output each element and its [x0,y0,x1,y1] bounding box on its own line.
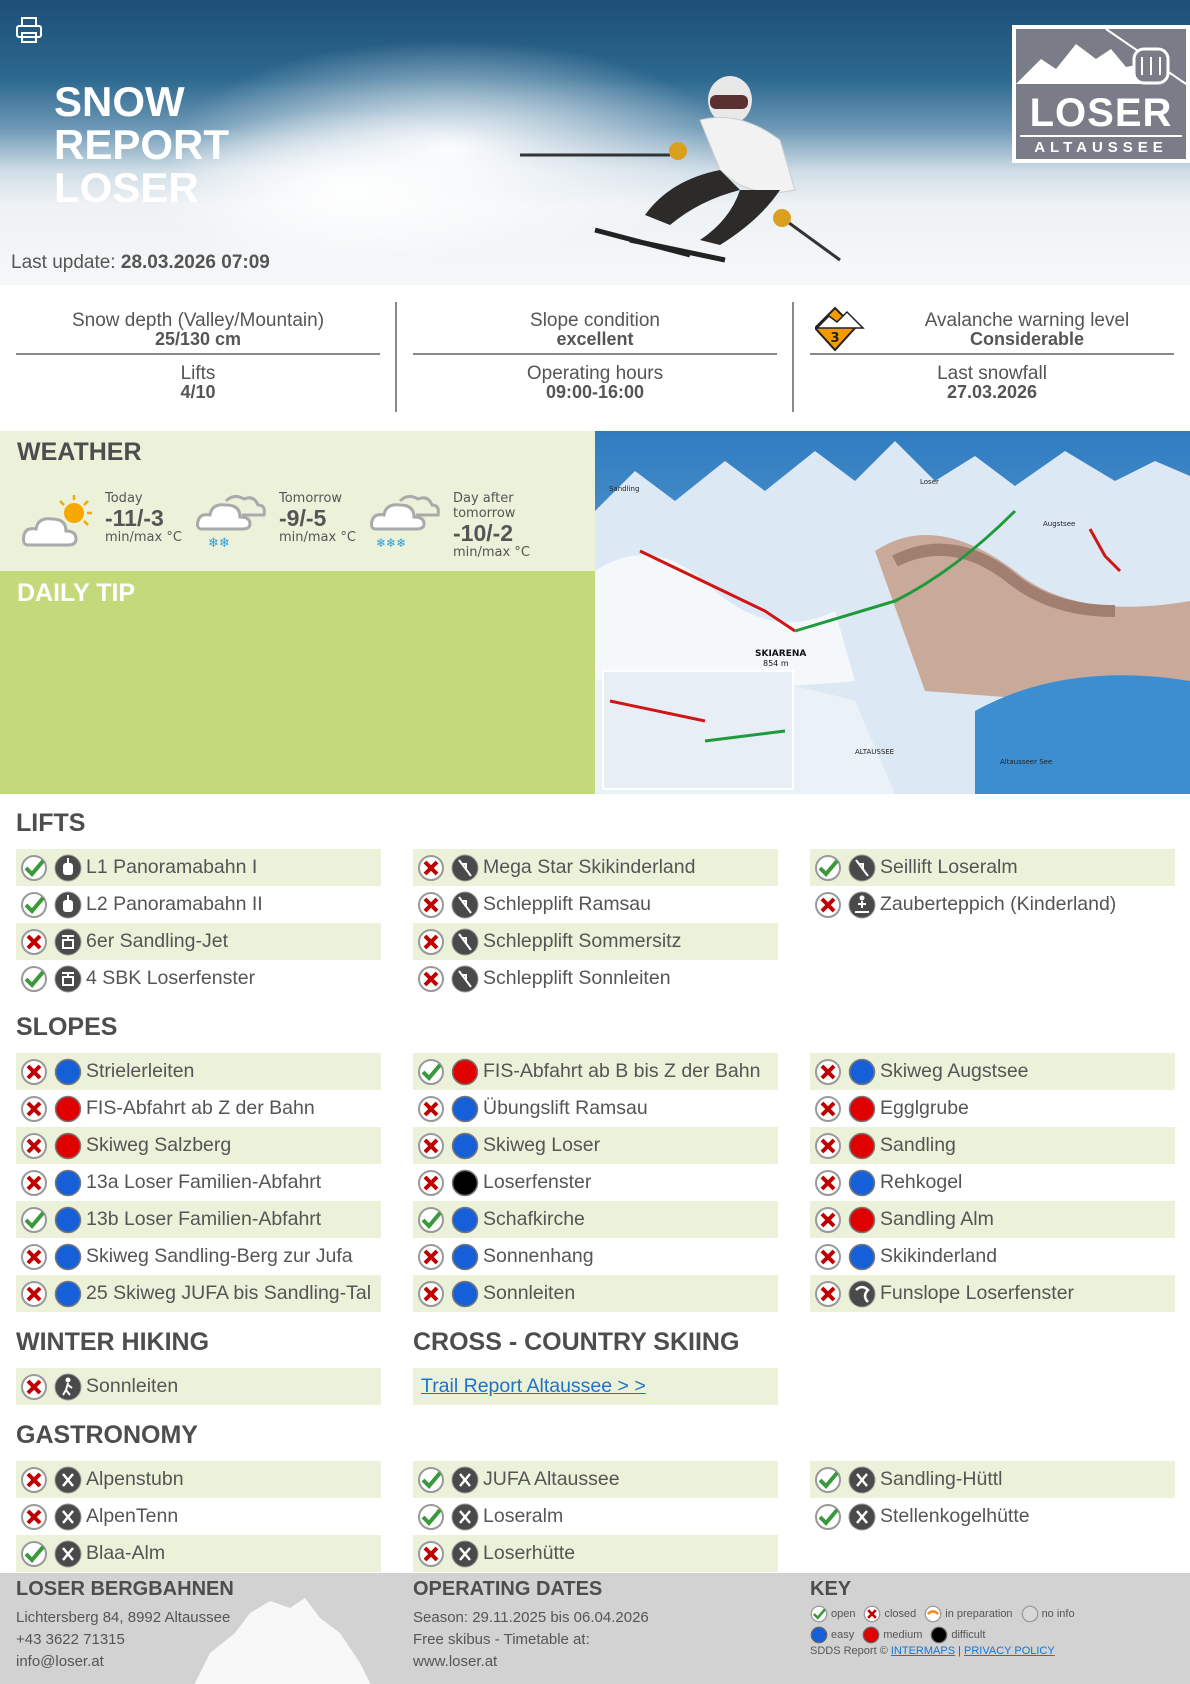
weather-today [22,491,197,551]
snow-cloud-icon [196,491,276,551]
weather-day-label: Today [105,491,143,506]
item-name: Mega Star Skikinderland [483,856,696,878]
medium-slope-icon [848,1206,876,1234]
closed-icon [20,1058,48,1086]
list-item [810,849,1175,886]
medium-slope-icon [848,1132,876,1160]
closed-icon [417,1095,445,1123]
closed-icon [20,1466,48,1494]
svg-text:Sandling: Sandling [609,485,640,493]
open-icon [814,854,842,882]
last-update-value: 28.03.2026 07:09 [120,252,270,273]
panorama-map-image [595,431,1190,794]
hiking-icon [54,1373,82,1401]
item-name: Stellenkogelhütte [880,1505,1030,1527]
list-item [16,923,381,960]
list-item [16,849,381,886]
easy-slope-icon [451,1132,479,1160]
snow-depth: Snow depth (Valley/Mountain) 25/130 cm [16,302,380,355]
item-name: Skikinderland [880,1245,998,1267]
skibus-info: Free skibus - Timetable at: [413,1631,590,1648]
item-name: L2 Panoramabahn II [86,893,263,915]
fork-knife-icon [54,1466,82,1494]
list-item [413,1498,778,1535]
closed-icon [20,1243,48,1271]
closed-icon [417,891,445,919]
list-item [413,1164,778,1201]
item-name: Strielerleiten [86,1060,195,1082]
list-item [16,1461,381,1498]
gondola-icon [54,891,82,919]
slopes-title: SLOPES [16,1013,118,1041]
footer [0,1573,1190,1684]
logo-text: LOSER [1029,91,1173,135]
weather-temp: -10/-2 [453,520,514,546]
closed-icon [20,1373,48,1401]
stats-column-slope [413,302,777,412]
item-name: Skiweg Sandling-Berg zur Jufa [86,1245,353,1267]
open-icon [417,1466,445,1494]
open-icon [20,1540,48,1568]
closed-icon [814,1243,842,1271]
item-name: 25 Skiweg JUFA bis Sandling-Tal [86,1282,372,1304]
list-item [16,1238,381,1275]
fork-knife-icon [54,1503,82,1531]
easy-slope-icon [54,1206,82,1234]
item-name: Sonnleiten [86,1375,179,1397]
daily-tip-title: DAILY TIP [17,579,136,607]
page-title: SNOW REPORT LOSER [54,78,230,211]
open-icon [20,965,48,993]
item-name: Sonnenhang [483,1245,594,1267]
draglift-icon [451,965,479,993]
chairlift-icon [54,928,82,956]
list-item [413,923,778,960]
item-name: Funslope Loserfenster [880,1282,1075,1304]
cross-country-title: CROSS - COUNTRY SKIING [413,1328,740,1356]
gastronomy-column-1 [16,1461,381,1572]
closed-icon [814,1058,842,1086]
medium-slope-icon [848,1095,876,1123]
list-item [810,1238,1175,1275]
open-icon [417,1206,445,1234]
list-item [413,1090,778,1127]
divider [792,302,794,412]
season-dates: Season: 29.11.2025 bis 06.04.2026 [413,1609,649,1626]
list-item [16,1498,381,1535]
draglift-icon [451,891,479,919]
list-item [413,960,778,997]
last-snowfall: Last snowfall 27.03.2026 [937,363,1047,402]
closed-icon [814,1206,842,1234]
open-icon [417,1058,445,1086]
svg-text:❄❄❄: ❄❄❄ [376,536,407,550]
item-name: Skiweg Salzberg [86,1134,232,1156]
closed-icon [417,1169,445,1197]
list-item [413,849,778,886]
item-name: JUFA Altaussee [483,1468,620,1490]
easy-slope-icon [848,1058,876,1086]
open-icon [20,1206,48,1234]
item-name: FIS-Abfahrt ab Z der Bahn [86,1097,315,1119]
winter-hiking-list [16,1368,381,1405]
list-item [16,1127,381,1164]
mountain-gondola-icon [1016,29,1186,89]
hero-banner [0,0,1190,285]
list-item [16,1164,381,1201]
list-item [16,960,381,997]
print-icon[interactable] [14,15,44,45]
avalanche-warning: Avalanche warning level Considerable [810,302,1174,355]
weather-unit: min/max °C [105,530,182,545]
closed-icon [417,965,445,993]
item-name: Schlepplift Sonnleiten [483,967,671,989]
logo-subtext: ALTAUSSEE [1020,135,1182,157]
weather-day-label: Day after tomorrow [453,491,516,521]
chairlift-icon [54,965,82,993]
easy-slope-icon [54,1169,82,1197]
item-name: Skiweg Loser [483,1134,601,1156]
item-name: 4 SBK Loserfenster [86,967,256,989]
closed-icon [417,854,445,882]
item-name: Sandling [880,1134,956,1156]
operating-dates-title: OPERATING DATES [413,1578,603,1600]
list-item [810,1164,1175,1201]
list-item [16,1090,381,1127]
lifts-column-3 [810,849,1175,923]
footer-operating-dates [413,1578,793,1673]
difficult-icon [930,1626,948,1644]
easy-icon [810,1626,828,1644]
easy-slope-icon [451,1206,479,1234]
list-item [16,1535,381,1572]
company-address: Lichtersberg 84, 8992 Altaussee [16,1609,231,1626]
list-item [810,1053,1175,1090]
cross-country-list [413,1368,778,1405]
heavy-snow-cloud-icon [370,491,450,551]
draglift-icon [451,854,479,882]
item-name: Schlepplift Ramsau [483,893,651,915]
sdds-credits: SDDS Report © INTERMAPS | PRIVACY POLICY [810,1645,1055,1657]
key-title: KEY [810,1578,852,1600]
closed-icon [20,1503,48,1531]
item-name: 6er Sandling-Jet [86,930,229,952]
open-icon [814,1503,842,1531]
item-name: Loserhütte [483,1542,576,1564]
list-item [810,1461,1175,1498]
closed-icon [814,1280,842,1308]
item-name: Rehkogel [880,1171,963,1193]
easy-slope-icon [451,1280,479,1308]
list-item [413,1201,778,1238]
svg-text:SKIARENA: SKIARENA [755,649,807,659]
footer-company [16,1578,396,1673]
stats-column-snow [16,302,380,412]
conditions-summary [0,285,1190,431]
svg-text:❄❄: ❄❄ [208,536,230,551]
item-name: Alpenstubn [86,1468,184,1490]
ski-area-map[interactable] [595,431,1190,794]
item-name: FIS-Abfahrt ab B bis Z der Bahn [483,1060,761,1082]
item-name: Loserfenster [483,1171,592,1193]
funslope-icon [848,1280,876,1308]
item-name: Übungslift Ramsau [483,1097,648,1119]
in-preparation-icon [924,1605,942,1623]
closed-icon [20,1280,48,1308]
weather-title: WEATHER [17,438,142,466]
item-name: Sandling-Hüttl [880,1468,1003,1490]
loser-logo[interactable] [1012,25,1190,163]
skier-photo [150,40,850,280]
item-name: Skiweg Augstsee [880,1060,1029,1082]
list-item [413,1238,778,1275]
easy-slope-icon [54,1280,82,1308]
closed-icon [20,1169,48,1197]
list-item [413,1127,778,1164]
key-difficulty-row: easy medium difficult [810,1624,1190,1645]
list-item [16,886,381,923]
gastronomy-column-2 [413,1461,778,1572]
difficult-slope-icon [451,1169,479,1197]
last-update-label: Last update: [11,252,116,273]
weather-tomorrow [196,491,371,551]
closed-icon [814,1169,842,1197]
last-update [11,252,270,274]
lifts-column-2 [413,849,778,997]
draglift-icon [848,854,876,882]
list-item [810,886,1175,923]
company-title: LOSER BERGBAHNEN [16,1578,234,1600]
svg-text:3: 3 [830,331,840,346]
open-icon [810,1605,828,1623]
list-item [16,1201,381,1238]
item-name: Blaa-Alm [86,1542,166,1564]
no-info-icon [1021,1605,1039,1623]
open-icon [20,854,48,882]
medium-slope-icon [54,1132,82,1160]
list-item [810,1498,1175,1535]
weather-unit: min/max °C [453,545,530,560]
avalanche-warning-icon [815,306,865,352]
draglift-icon [451,928,479,956]
footer-key [810,1578,1190,1657]
item-name: Egglgrube [880,1097,969,1119]
weather-temp: -9/-5 [279,505,327,531]
weather-day-label: Tomorrow [279,491,343,506]
intermaps-link[interactable]: INTERMAPS [890,1645,956,1657]
medium-icon [862,1626,880,1644]
item-name: Seillift Loseralm [880,856,1018,878]
item-name: Sandling Alm [880,1208,994,1230]
closed-icon [814,1095,842,1123]
weather-unit: min/max °C [279,530,356,545]
list-item [413,1368,778,1405]
list-item [413,1053,778,1090]
closed-icon [417,1280,445,1308]
item-name: Loseralm [483,1505,564,1527]
svg-text:Augstsee: Augstsee [1043,520,1076,528]
fork-knife-icon [54,1540,82,1568]
closed-icon [20,928,48,956]
list-item [810,1275,1175,1312]
open-icon [417,1503,445,1531]
list-item [16,1275,381,1312]
item-name: Schafkirche [483,1208,585,1230]
website[interactable]: www.loser.at [413,1653,498,1670]
closed-icon [417,1132,445,1160]
daily-tip-panel [0,571,595,794]
lifts-open: Lifts 4/10 [180,363,216,402]
divider [395,302,397,412]
closed-icon [417,928,445,956]
closed-icon [417,1540,445,1568]
item-name: AlpenTenn [86,1505,179,1527]
slopes-column-2 [413,1053,778,1312]
slopes-column-1 [16,1053,381,1312]
privacy-policy-link[interactable]: PRIVACY POLICY [964,1645,1055,1657]
gastronomy-title: GASTRONOMY [16,1421,198,1449]
weather-panel [0,431,595,571]
company-phone[interactable]: +43 3622 71315 [16,1631,125,1648]
item-name: 13b Loser Familien-Abfahrt [86,1208,322,1230]
fork-knife-icon [451,1466,479,1494]
list-item [810,1127,1175,1164]
item-name: 13a Loser Familien-Abfahrt [86,1171,322,1193]
fork-knife-icon [451,1503,479,1531]
item-name: Sonnleiten [483,1282,576,1304]
company-email[interactable]: info@loser.at [16,1653,104,1670]
fork-knife-icon [848,1466,876,1494]
medium-slope-icon [54,1095,82,1123]
operating-hours: Operating hours 09:00-16:00 [526,363,664,402]
winter-hiking-title: WINTER HIKING [16,1328,210,1356]
slope-condition: Slope condition excellent [413,302,777,355]
closed-icon [863,1605,881,1623]
list-item [413,886,778,923]
carpet-icon [848,891,876,919]
weather-temp: -11/-3 [105,505,164,531]
closed-icon [417,1243,445,1271]
easy-slope-icon [54,1243,82,1271]
easy-slope-icon [54,1058,82,1086]
svg-text:854 m: 854 m [763,659,789,668]
easy-slope-icon [451,1243,479,1271]
closed-icon [20,1132,48,1160]
sun-cloud-icon [22,491,102,551]
weather-day-after [370,491,545,560]
lifts-title: LIFTS [16,809,86,837]
closed-icon [814,1132,842,1160]
closed-icon [814,891,842,919]
list-item [810,1201,1175,1238]
svg-text:ALTAUSSEE: ALTAUSSEE [855,748,895,756]
item-name: Zauberteppich (Kinderland) [880,893,1117,915]
list-item [413,1461,778,1498]
list-item [413,1275,778,1312]
easy-slope-icon [451,1095,479,1123]
easy-slope-icon [848,1243,876,1271]
trail-report-link[interactable]: Trail Report Altaussee > > [421,1375,646,1397]
medium-slope-icon [451,1058,479,1086]
fork-knife-icon [451,1540,479,1568]
list-item [16,1368,381,1405]
svg-text:Altausseer See: Altausseer See [1000,758,1053,766]
open-icon [20,891,48,919]
svg-text:Loser: Loser [920,478,939,486]
item-name: Schlepplift Sommersitz [483,930,682,952]
list-item [16,1053,381,1090]
open-icon [814,1466,842,1494]
list-item [413,1535,778,1572]
closed-icon [20,1095,48,1123]
fork-knife-icon [848,1503,876,1531]
key-status-row: open closed in preparation no info [810,1603,1190,1624]
gondola-icon [54,854,82,882]
list-item [810,1090,1175,1127]
slopes-column-3 [810,1053,1175,1312]
lifts-column-1 [16,849,381,997]
item-name: L1 Panoramabahn I [86,856,258,878]
easy-slope-icon [848,1169,876,1197]
gastronomy-column-3 [810,1461,1175,1535]
